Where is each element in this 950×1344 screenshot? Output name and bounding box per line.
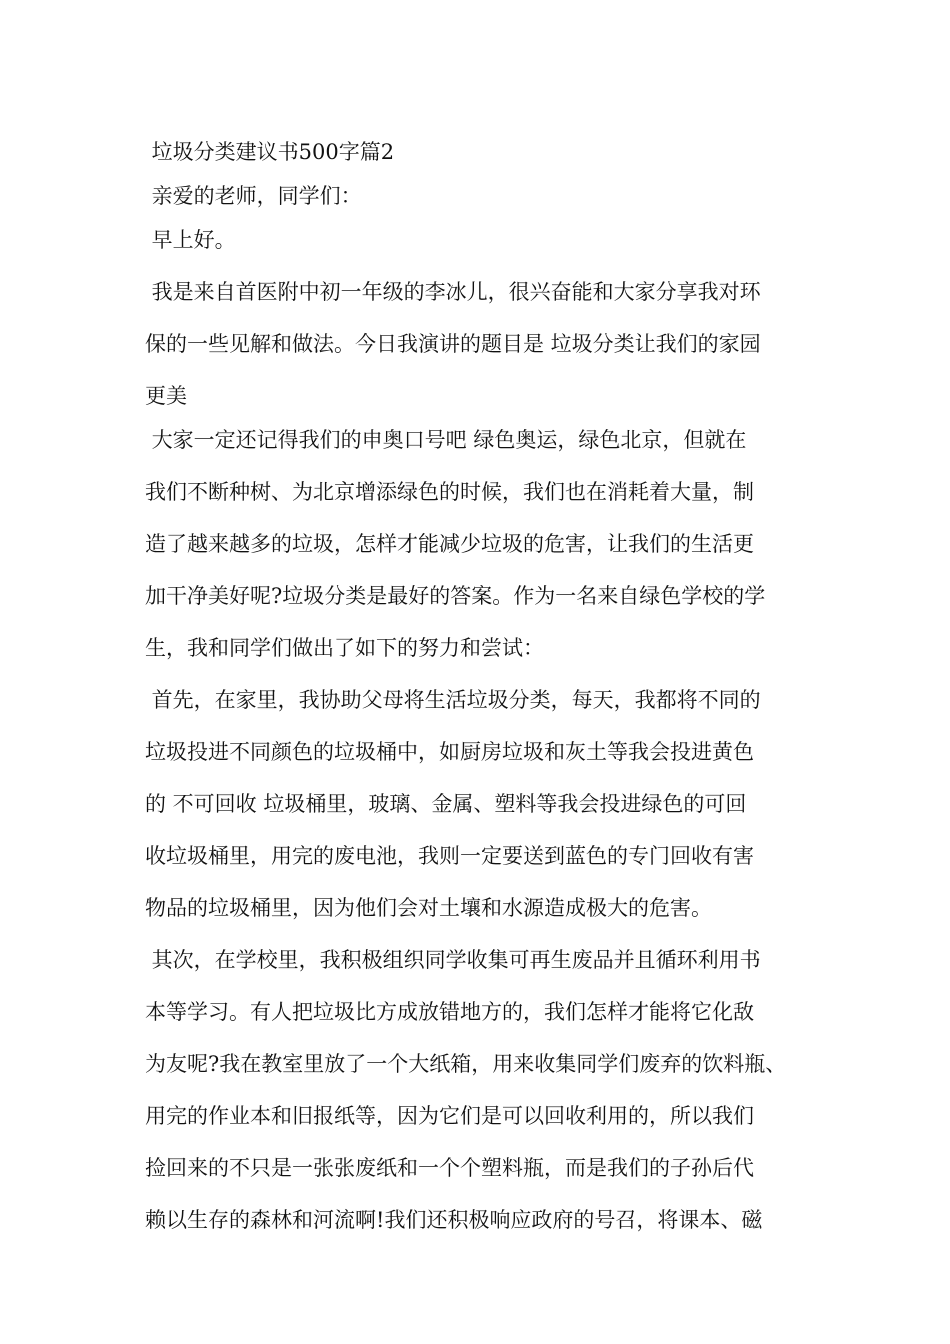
text-line: 早上好。: [145, 228, 236, 252]
text-line: 其次，在学校里，我积极组织同学收集可再生废品并且循环利用书: [145, 948, 761, 972]
text-line: 加干净美好呢?垃圾分类是最好的答案。作为一名来自绿色学校的学: [145, 584, 766, 608]
text-line: 赖以生存的森林和河流啊!我们还积极响应政府的号召，将课本、磁: [145, 1208, 763, 1232]
document-body: [145, 132, 815, 1252]
text-line: 的 不可回收 垃圾桶里，玻璃、金属、塑料等我会投进绿色的可回: [145, 792, 747, 816]
text-line: 我是来自首医附中初一年级的李冰儿，很兴奋能和大家分享我对环: [145, 280, 761, 304]
text-line: 保的一些见解和做法。今日我演讲的题目是 垃圾分类让我们的家园: [145, 332, 761, 356]
text-line: 为友呢?我在教室里放了一个大纸箱，用来收集同学们废弃的饮料瓶、: [145, 1052, 787, 1076]
text-line: 更美: [145, 384, 187, 408]
text-line: 用完的作业本和旧报纸等，因为它们是可以回收利用的，所以我们: [145, 1104, 754, 1128]
text-line: 亲爱的老师，同学们：: [145, 184, 362, 208]
document-title: 垃圾分类建议书500字篇2: [145, 140, 395, 164]
text-line: 收垃圾桶里，用完的废电池，我则一定要送到蓝色的专门回收有害: [145, 844, 754, 868]
text-line: 大家一定还记得我们的申奥口号吧 绿色奥运，绿色北京，但就在: [145, 428, 747, 452]
text-line: 造了越来越多的垃圾，怎样才能减少垃圾的危害，让我们的生活更: [145, 532, 754, 556]
text-line: 本等学习。有人把垃圾比方成放错地方的，我们怎样才能将它化敌: [145, 1000, 754, 1024]
text-line: 物品的垃圾桶里，因为他们会对土壤和水源造成极大的危害。: [145, 896, 712, 920]
text-line: 我们不断种树、为北京增添绿色的时候，我们也在消耗着大量，制: [145, 480, 754, 504]
text-line: 生，我和同学们做出了如下的努力和尝试：: [145, 636, 544, 660]
text-line: 捡回来的不只是一张张废纸和一个个塑料瓶，而是我们的子孙后代: [145, 1156, 754, 1180]
text-line: 垃圾投进不同颜色的垃圾桶中，如厨房垃圾和灰土等我会投进黄色: [145, 740, 754, 764]
text-line: 首先，在家里，我协助父母将生活垃圾分类，每天，我都将不同的: [145, 688, 761, 712]
